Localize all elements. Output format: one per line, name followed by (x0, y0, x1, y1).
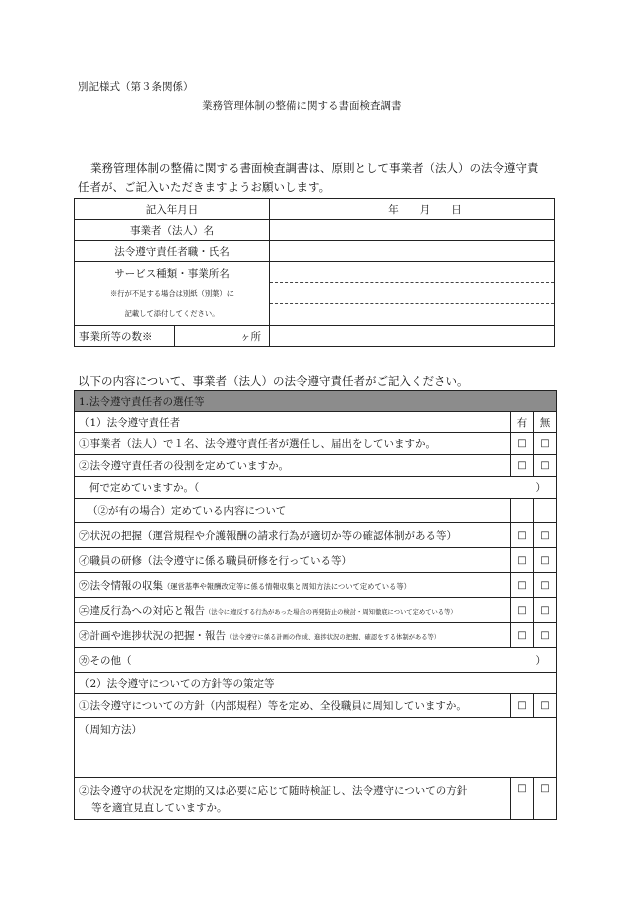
item-i-yes-checkbox[interactable]: □ (511, 548, 534, 573)
section-title: 1.法令遵守責任者の選任等 (75, 391, 557, 412)
item-o-text (75, 623, 511, 648)
q2-yes-checkbox[interactable]: □ (511, 455, 534, 477)
q2-text: ②法令遵守責任者の役割を定めていますか。 (75, 455, 511, 477)
item-u-no-checkbox[interactable]: □ (534, 573, 557, 598)
q2-detail-no-empty (534, 499, 557, 523)
item-i-text (75, 548, 511, 573)
p2-line-2: 等を適宜見直していますか。 (91, 802, 228, 814)
item-ka-close: ） (534, 648, 557, 673)
officer-field[interactable] (270, 241, 555, 262)
item-o-lead: ㋔計画や進捗状況の把握・報告 (79, 629, 226, 642)
q2-detail-yes-empty (511, 499, 534, 523)
item-e-note: （法令に違反する行為があった場合の再発防止の検討・周知徹底について定めている等） (205, 608, 457, 616)
item-a-lead: ㋐状況の把握 (79, 529, 142, 542)
item-o-no-checkbox[interactable]: □ (534, 623, 557, 648)
p1-text: ①法令遵守についての方針（内部規程）等を定め、全役職員に周知していますか。 (75, 694, 511, 718)
form-label: 別記様式（第３条関係） (78, 81, 194, 93)
item-u-text (75, 573, 511, 598)
item-o-note: （法令遵守に係る計画の作成、進捗状況の把握、確認をする体制がある等） (226, 633, 441, 641)
item-u-yes-checkbox[interactable]: □ (511, 573, 534, 598)
q2-how-spacer (511, 477, 534, 499)
p1-how-field[interactable] (75, 718, 557, 778)
service-note-2: 記載して添付してください。 (124, 308, 220, 318)
col-yes-header: 有 (511, 412, 534, 433)
item-a-no-checkbox[interactable]: □ (534, 523, 557, 548)
p2-text (75, 778, 511, 820)
p2-line-1: ②法令遵守の状況を定期的又は必要に応じて随時検証し、法令遵守についての方針 (79, 785, 468, 797)
item-u-note: （運営基準や報酬改定等に係る情報収集と周知方法について定めている等） (163, 581, 411, 591)
item-i-note: （法令遵守に係る職員研修を行っている等） (142, 554, 352, 567)
item-a-text (75, 523, 511, 548)
item-i-lead: ㋑職員の研修 (79, 554, 142, 567)
item-e-no-checkbox[interactable]: □ (534, 598, 557, 623)
date-field[interactable]: 年 月 日 (270, 199, 555, 220)
business-name-field[interactable] (270, 220, 555, 241)
sub1-title: （1）法令遵守責任者 (75, 412, 511, 433)
item-a-note: （運営規程や介護報酬の請求行為が適切か等の確認体制がある等） (142, 529, 457, 542)
office-count-label: 事業所等の数※ (75, 326, 175, 347)
item-u-lead: ㋒法令情報の収集 (79, 579, 163, 592)
q1-no-checkbox[interactable]: □ (534, 433, 557, 455)
service-field-1[interactable] (270, 262, 555, 283)
office-count-unit: ヶ所 (240, 330, 261, 343)
p1-how-label: （周知方法） (79, 724, 142, 736)
q2-detail-title: （②が有の場合）定めている内容について (75, 499, 511, 523)
p1-no-checkbox[interactable]: □ (534, 694, 557, 718)
item-ka-text[interactable]: ㋕その他（ (75, 648, 511, 673)
col-no-header: 無 (534, 412, 557, 433)
item-a-yes-checkbox[interactable]: □ (511, 523, 534, 548)
item-e-yes-checkbox[interactable]: □ (511, 598, 534, 623)
item-e-text (75, 598, 511, 623)
service-field-3[interactable] (270, 304, 555, 326)
p2-no-checkbox[interactable]: □ (534, 778, 557, 820)
office-count-field[interactable] (175, 326, 270, 347)
q2-no-checkbox[interactable]: □ (534, 455, 557, 477)
p2-yes-checkbox[interactable]: □ (511, 778, 534, 820)
info-table (74, 198, 555, 347)
service-field-2[interactable] (270, 283, 555, 304)
q1-yes-checkbox[interactable]: □ (511, 433, 534, 455)
p1-yes-checkbox[interactable]: □ (511, 694, 534, 718)
service-label-cell (75, 262, 270, 326)
sub2-title: （2）法令遵守についての方針等の策定等 (75, 673, 557, 694)
service-label: サービス種類・事業所名 (114, 267, 230, 280)
item-ka-spacer (511, 648, 534, 673)
item-i-no-checkbox[interactable]: □ (534, 548, 557, 573)
document-title: 業務管理体制の整備に関する書面検査調書 (202, 100, 402, 112)
intro-line-2: 任者が、ご記入いただきますようお願いします。 (78, 180, 331, 194)
officer-label: 法令遵守責任者職・氏名 (75, 241, 270, 262)
intro-line-1: 業務管理体制の整備に関する書面検査調書は、原則として事業者（法人）の法令遵守責 (90, 161, 539, 175)
office-count-empty (270, 326, 555, 347)
service-note-1: ※行が不足する場合は別紙（別葉）に (109, 288, 235, 298)
q2-how-text[interactable]: 何で定めていますか。（ (75, 477, 511, 499)
date-label: 記入年月日 (75, 199, 270, 220)
q2-how-close: ） (534, 477, 557, 499)
item-e-lead: ㋓違反行為への対応と報告 (79, 604, 205, 617)
q1-text: ①事業者（法人）で１名、法令遵守責任者が選任し、届出をしていますか。 (75, 433, 511, 455)
section-intro: 以下の内容について、事業者（法人）の法令遵守責任者がご記入ください。 (78, 374, 469, 388)
business-name-label: 事業者（法人）名 (75, 220, 270, 241)
checklist-table (74, 390, 557, 820)
item-o-yes-checkbox[interactable]: □ (511, 623, 534, 648)
